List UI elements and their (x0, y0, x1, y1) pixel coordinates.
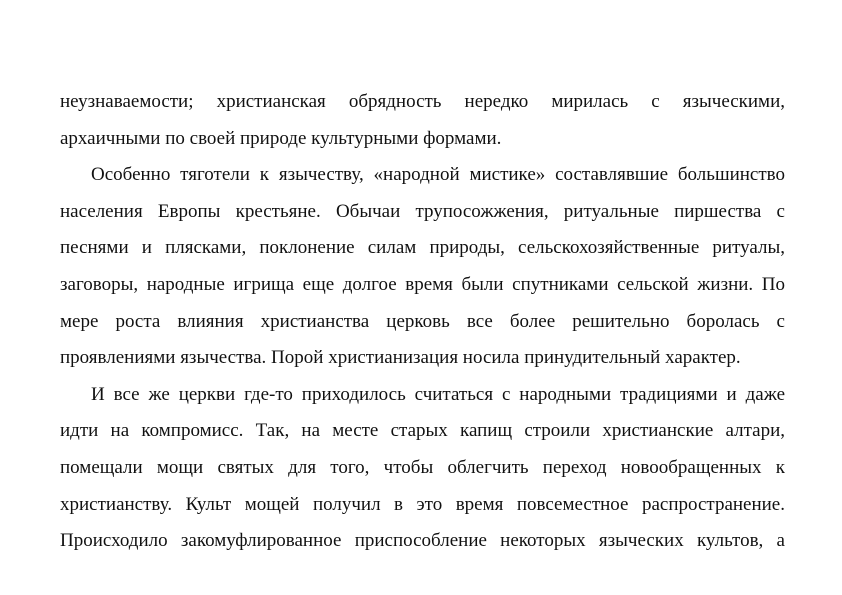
paragraph-start-line: И все же церкви где-то приходилось считаться с народными традициями и даже (91, 383, 785, 405)
text-line: проявлениями язычества. Порой христианизация носила принудительный характер. (60, 347, 741, 369)
paragraph-start-line: Особенно тяготели к язычеству, «народной мистике» составлявшие большинство (91, 164, 785, 186)
text-line: архаичными по своей природе культурными формами. (60, 127, 502, 149)
body-text (60, 84, 785, 560)
text-line: христианству. Культ мощей получил в это время повсеместное распространение. (60, 493, 785, 515)
text-line: заговоры, народные игрища еще долгое время были спутниками сельской жизни. По (60, 273, 785, 295)
text-line: песнями и плясками, поклонение силам природы, сельскохозяйственные ритуалы, (60, 237, 785, 259)
text-line: Происходило закомуфлированное приспособление некоторых языческих культов, а (60, 530, 785, 552)
text-line: помещали мощи святых для того, чтобы облегчить переход новообращенных к (60, 456, 785, 478)
text-line: мере роста влияния христианства церковь все более решительно боролась с (60, 310, 785, 332)
text-line: неузнаваемости; христианская обрядность нередко мирилась с языческими, (60, 91, 785, 112)
text-line: населения Европы крестьяне. Обычаи трупосожжения, ритуальные пиршества с (60, 200, 785, 222)
text-line: идти на компромисс. Так, на месте старых капищ строили христианские алтари, (60, 420, 785, 442)
